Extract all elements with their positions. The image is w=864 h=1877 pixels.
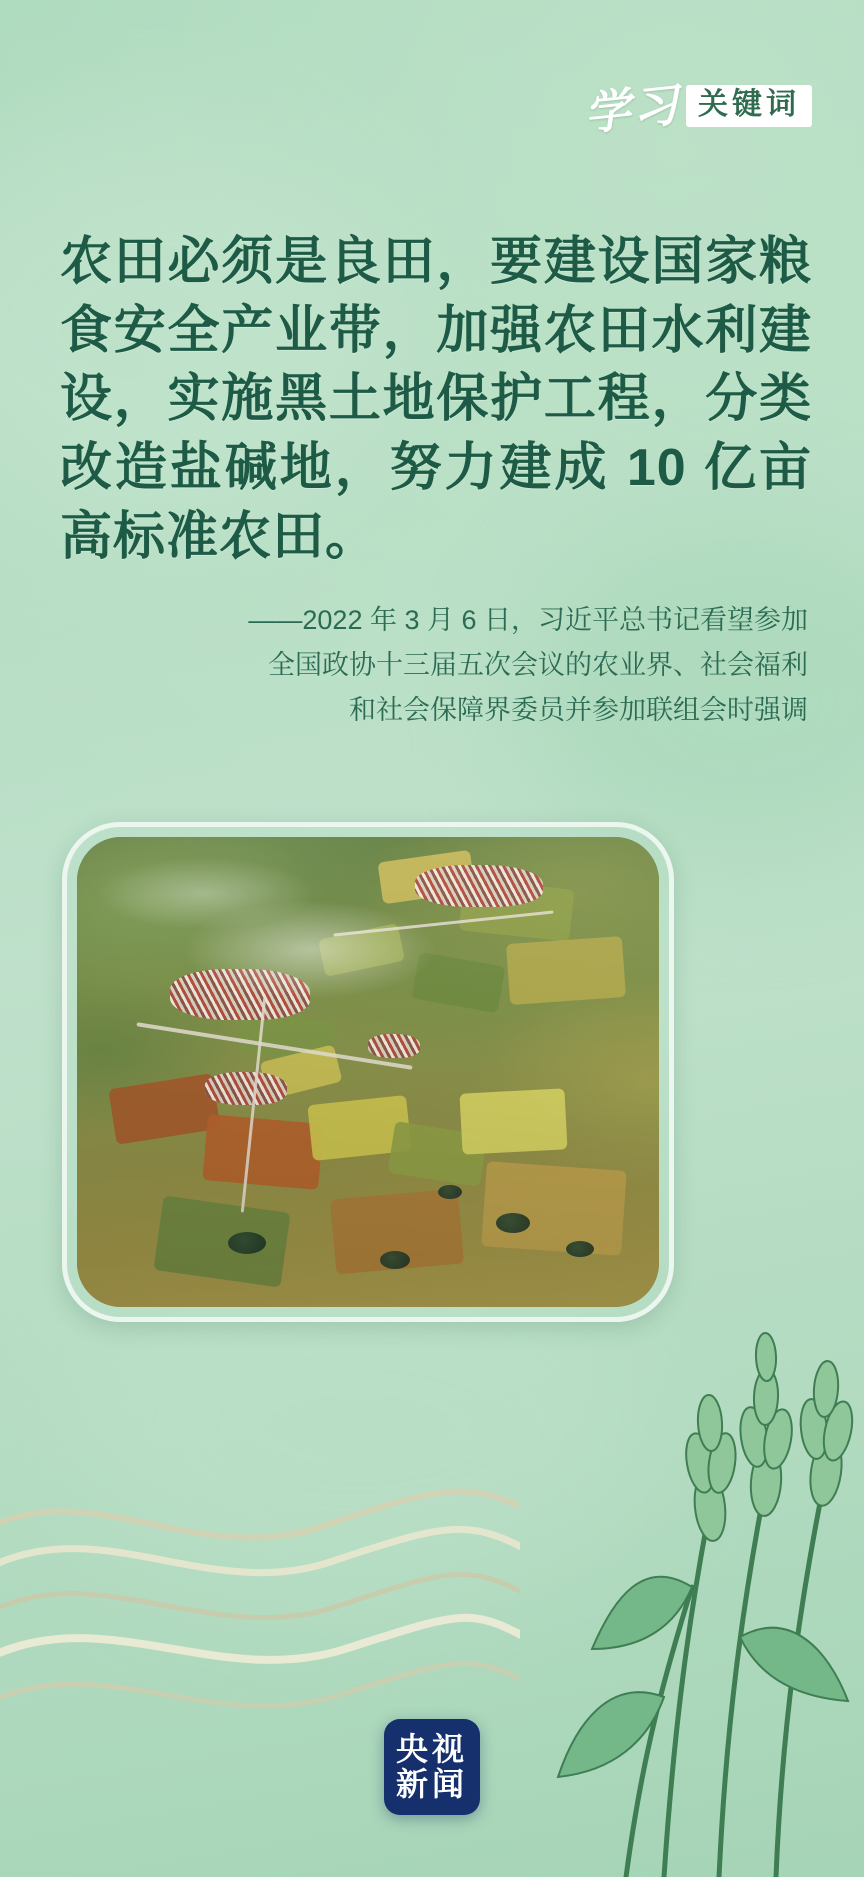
quote-text: 农田必须是良田，要建设国家粮食安全产业带，加强农田水利建设，实施黑土地保护工程，分类改造盐碱地，努力建成 10 亿亩高标准农田。 — [60, 233, 812, 566]
attribution-line-2: 全国政协十三届五次会议的农业界、社会福利 — [268, 649, 808, 680]
attribution-line-3: 和社会保障界委员并参加联组会时强调 — [349, 694, 808, 725]
wheat-decoration — [514, 1257, 864, 1877]
brand-tag-label: 关键词 — [686, 85, 812, 127]
photo-vignette — [77, 837, 659, 1307]
attribution — [70, 598, 808, 732]
photo-frame — [62, 822, 674, 1322]
logo-line-2: 新闻 — [395, 1766, 468, 1802]
cctv-news-logo — [384, 1719, 480, 1815]
attribution-line-1: ——2022 年 3 月 6 日，习近平总书记看望参加 — [248, 605, 808, 635]
wave-decoration — [0, 1457, 520, 1757]
logo-line-1: 央视 — [395, 1731, 468, 1768]
aerial-photo — [77, 837, 659, 1307]
brand-header — [581, 74, 812, 140]
brand-script-text: 学习 — [581, 79, 683, 140]
